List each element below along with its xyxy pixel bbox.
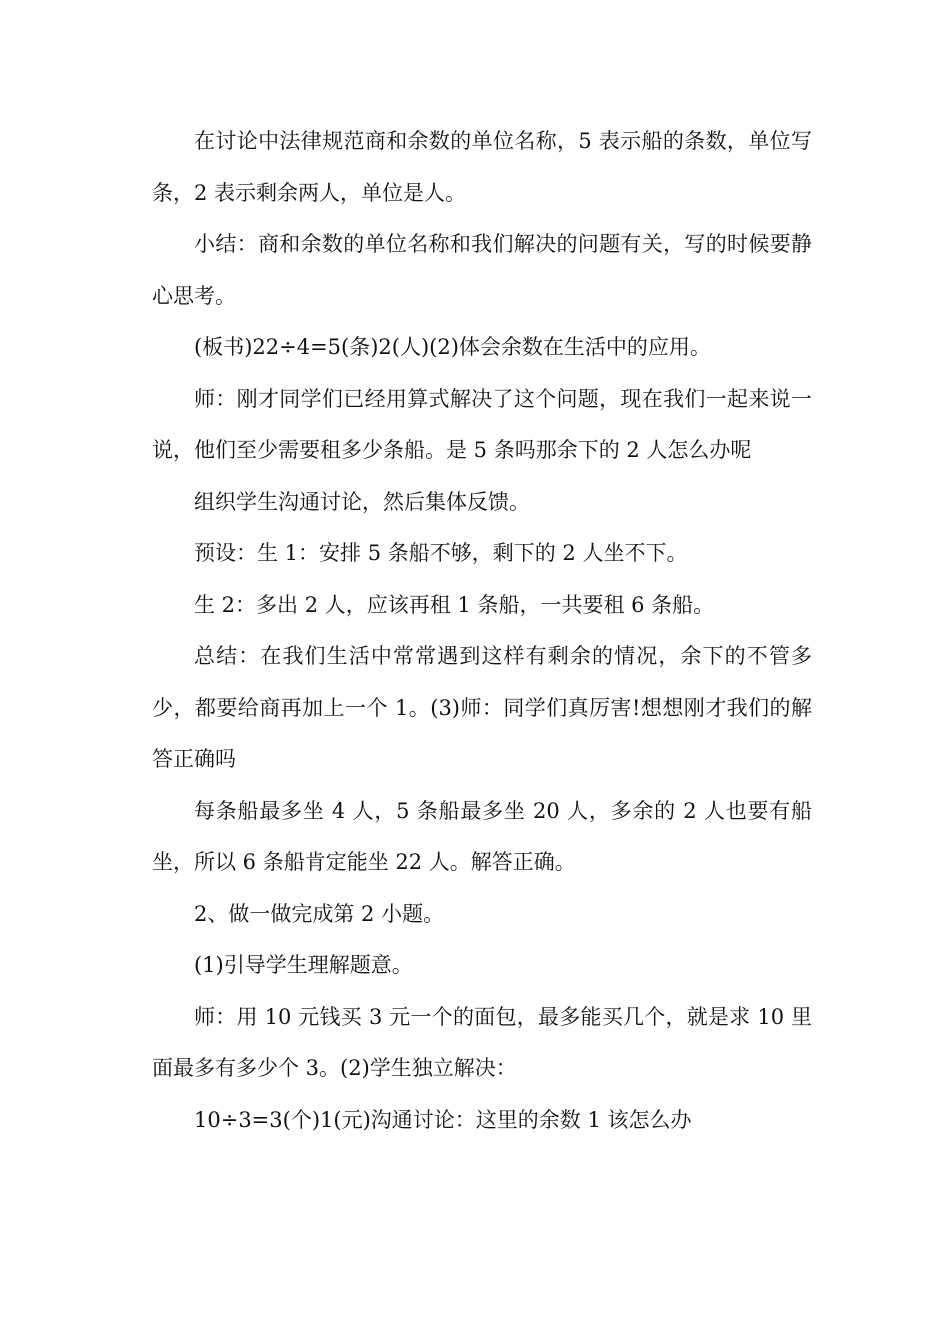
paragraph-2: 小结：商和余数的单位名称和我们解决的问题有关，写的时候要静心思考。	[152, 232, 812, 308]
paragraph-13: 10÷3=3(个)1(元)沟通讨论：这里的余数 1 该怎么办	[194, 1107, 692, 1132]
paragraph-8: 总结：在我们生活中常常遇到这样有剩余的情况，余下的不管多少，都要给商再加上一个 1。(3)师：同学们真厉害!想想刚才我们的解答正确吗	[152, 644, 812, 771]
paragraph-9: 每条船最多坐 4 人，5 条船最多坐 20 人，多余的 2 人也要有船坐，所以 6 条船肯定能坐 22 人。解答正确。	[152, 798, 812, 874]
document-body	[152, 116, 812, 1146]
paragraph-10: 2、做一做完成第 2 小题。	[194, 901, 445, 926]
paragraph-12: 师：用 10 元钱买 3 元一个的面包，最多能买几个，就是求 10 里面最多有多少个 3。(2)学生独立解决：	[152, 1004, 812, 1080]
paragraph-4: 师：刚才同学们已经用算式解决了这个问题，现在我们一起来说一说，他们至少需要租多少条船。是 5 条吗那余下的 2 人怎么办呢	[152, 386, 812, 462]
paragraph-6: 预设：生 1：安排 5 条船不够，剩下的 2 人坐不下。	[194, 541, 688, 565]
paragraph-5: 组织学生沟通讨论，然后集体反馈。	[194, 489, 530, 514]
paragraph-1: 在讨论中法律规范商和余数的单位名称，5 表示船的条数，单位写条，2 表示剩余两人，单位是人。	[152, 129, 812, 205]
paragraph-7: 生 2：多出 2 人，应该再租 1 条船，一共要租 6 条船。	[194, 592, 715, 617]
paragraph-11: (1)引导学生理解题意。	[194, 953, 413, 977]
paragraph-3: (板书)22÷4=5(条)2(人)(2)体会余数在生活中的应用。	[194, 335, 711, 359]
